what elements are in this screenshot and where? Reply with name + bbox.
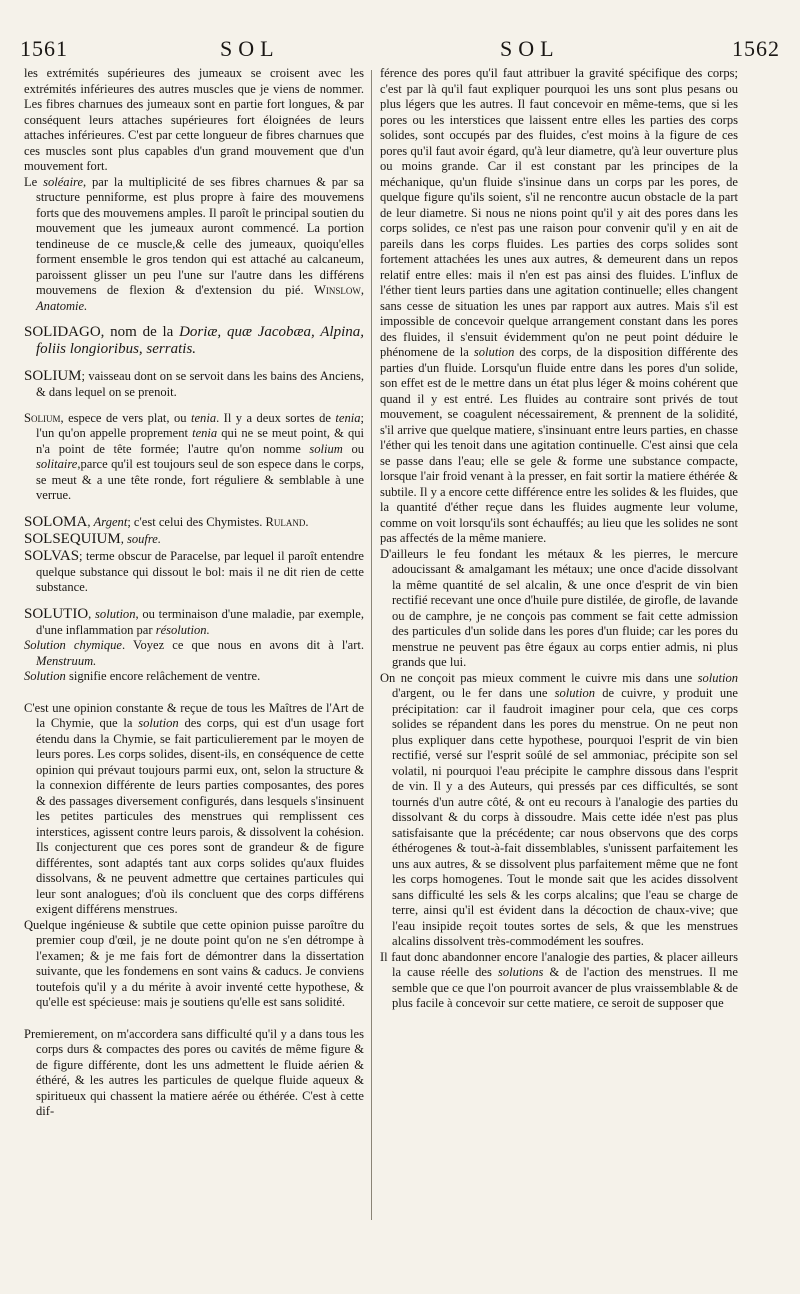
entry-solvas: SOLVAS; terme obscur de Paracelse, par lequel il paroît entendre quelque substance qui dissout le bol: mais il ne dit rien de cette substance. — [24, 547, 364, 594]
paragraph-difference: férence des pores qu'il faut attribuer la gravité spécifique des corps; c'est par là qu'il faut expliquer pourquoi les uns sont plus pesans ou plus légers que les autres. Il faut concevoir en même-tems, que si les pores ou les interstices que laissent entre elles les parties des corps solides, sont occupés par des fluides, c'est moins à la figure de ces pores qu'il faut avoir égard, qu'à leur diametre, qu'à leur ouverture plus ou moins grande. Car il est constant par les principes de la méchanique, qu'un fluide s'insinue dans un corps par les pores, de quelque figure qu'ils soient, s'il ne rencontre aucun obstacle de la part de leur diametre. Si nous ne nions point qu'il y ait des pores dans les corps solides, ce n'est pas une raison pour convenir qu'il y en ait de pareils dans les corps fluides. Les parties des corps solides sont fortement attachées les unes aux autres, & demeurent dans un repos relatif entre elles: mais il n'en est pas ainsi des fluides. L'influx de l'éther tient leurs parties dans une agitation continuelle; elles changent sans cesse de situation les unes par rapport aux autres. Mais s'il est impossible de concevoir quelque arrangement constant dans les pores des fluides, il s'ensuit évidemment qu'on ne peut point déduire le phénomene de la solution des corps, de la disposition différente des parties d'un fluide. Lorsqu'un fluide entre dans les pores d'un solide, son effet est de le mettre dans un état plus léger & moins cohérent que quand il y est entré. Les fluides au contraire sont privés de tout mouvement, se coagulent nécessairement, & prennent de la solidité, s'il arrive que quelque matiere, s'insinuant entre leurs parties, en chasse l'éther qui les tenoit dans une agitation continuelle. C'est ainsi que cela se passe dans l'eau; elle se gele & forme une substance compacte, lorsque l'air froid venant à la presser, en fait sortir la matiere éthérée & subtile. Il y a encore cette différence entre les solides & les fluides, que la quantité d'éther reçue dans les fluides augmente leur volume, comme on voit lorsqu'ils sont échauffés; au lieu que les solides ne sont pas affectés de la même maniere. — [380, 66, 739, 545]
paragraph-quelque: Quelque ingénieuse & subtile que cette opinion puisse paroître du premier coup d'œil, je ne doute point qu'on ne s'en détrompe à l'examen; & je me fais fort de démontrer dans la dissertation suivante, que les fondemens en sont vains & caducs. Je conviens toutefois qu'il y a du mérite à avoir inventé cette hypothese, & qu'elle est spécieuse: mais je soutiens qu'elle est sans solidité. — [24, 917, 364, 1009]
paragraph-dailleurs: D'ailleurs le feu fondant les métaux & les pierres, le mercure adoucissant & amalgamant les métaux; une once d'acide dissolvant la même quantité de sel alcalin, & une once d'esprit de vin bien rectifié recevant une once d'huile pure distilée, de girofle, de lavande ou de camphre, je ne conçois pas comment se fait cette admission des particules d'un solide dans les pores d'un fluide; car les pores du menstrue ne peuvent pas être égaux au corps entier admis, ni plus grands que lui. — [380, 546, 738, 669]
paragraph-jumeaux: les extrémités supérieures des jumeaux se croisent avec les extrémités inférieures des autres muscles que je viens de nommer. Les fibres charnues des jumeaux sont en partie fort longues, & par conséquent leurs attaches supérieures fort éloignées de leurs attaches inférieures. C'est par cette longueur de fibres charnues que ces muscles sont plus capables d'un grand mouvement que d'un mouvement fort. — [24, 66, 364, 173]
entry-solutio: SOLUTIO, solution, ou terminaison d'une maladie, par exemple, d'une inflammation par résolution. — [24, 605, 364, 637]
entry-solution-relachement: Solution signifie encore relâchement de ventre. — [24, 669, 261, 683]
entry-soloma: SOLOMA, Argent; c'est celui des Chymistes. Ruland. — [24, 513, 309, 530]
running-head-left: SOL — [220, 36, 280, 61]
page-number-left: 1561 — [20, 36, 68, 61]
entry-solium-tenia: Solium, espece de vers plat, ou tenia. Il y a deux sortes de tenia; l'un qu'on appelle proprement tenia qui ne se meut point, & qui n'a point de tête formée; l'autre qu'on nomme solium ou solitaire,parce qu'il est toujours seul de son espece dans le corps, se meut & a une tête ronde, fort réguliere & semblable à une verrue. — [24, 410, 364, 502]
paragraph-premierement: Premierement, on m'accordera sans difficulté qu'il y a dans tous les corps durs & compactes des pores ou cavités de même figure & de figure différente, dont les uns admettent le fluide aérien & éthéré, & les autres les particules de quelque fluide aqueux & spiritueux qui chassent la matiere aérée ou éthérée. C'est à cette dif- — [24, 1026, 364, 1118]
paragraph-cuivre: On ne conçoit pas mieux comment le cuivre mis dans une solution d'argent, ou le fer dans une solution de cuivre, y produit une précipitation: car il faudroit imaginer pour cela, que ces corps solides se répandent dans les pores du menstrue. On ne peut non plus expliquer dans cette hypothese, pourquoi l'esprit de vin bien rectifié, versé sur l'esprit soûlé de sel ammoniac, précipite son sel volatil, ni pourquoi l'eau précipite le camphre dissous dans l'esprit de vin. Il y a des Auteurs, qui pressés par ces difficultés, se sont tournés d'un autre côté, & ont eu recours à l'analogie des parties du dissolvant & du corps à dissoudre. Mais cette idée n'est pas plus satisfaisante que la précédente; car nous observons que des corps éthérogenes & tout-à-fait dissemblables, s'unissent parfaitement les uns aux autres, & se dissolvent plus parfaitement même que ne font les corps homogenes. Tout le monde sait que les acides dissolvent sans difficulté les sels & les corps alcalins; que l'eau se charge de terre, ainsi qu'il est évident dans la décoction de chaux-vive; que l'eau insipide reçoit toutes sortes de sels, & que les menstrues alcalins dissolvent très-commodément les soufres. — [380, 670, 738, 948]
paragraph-opinion: C'est une opinion constante & reçue de tous les Maîtres de l'Art de la Chymie, que la solution des corps, qui est d'un usage fort étendu dans la Chymie, se fait particulierement par le moyen de leurs pores. Les corps solides, disent-ils, en conséquence de cette opinion qui prévaut toujours parmi eux, ont, selon la structure & la connexion différente de leurs parties composantes, des pores & des passages diversement configurés, dans lesquels s'insinuent les petites particules des menstrues qui remplissent ces interstices, agissent contre leurs parois, & dissolvent la cohésion. Ils conjecturent que ces pores sont de grandeur & de figure différentes, sont adaptés tant aux corps solides qu'aux fluides dissolvans, & ne peuvent admettre que certaines particules qui leur sont analogues; d'où ils concluent que des corps différens exigent différens menstrues. — [24, 700, 365, 916]
column-divider — [371, 70, 372, 1220]
entry-soleaire: Le soléaire, par la multiplicité de ses fibres charnues & par sa structure penniforme, est plus propre à faire des mouvemens forts que des mouvemens amples. Il paroît le principal soutien du mouvement que les jumeaux auront commencé. La portion tendineuse de ce muscle,& celle des jumeaux, quoiqu'elles forment ensemble le gros tendon qui est attaché au calcaneum, paroissent glisser un peu l'une sur l'autre dans les différens mouvemens de flexion & d'extension du pié. Winslow, Anatomie. — [24, 174, 364, 313]
left-column — [24, 66, 364, 1120]
entry-solsequium: SOLSEQUIUM, soufre. — [24, 530, 161, 547]
entry-solution-chymique: Solution chymique. Voyez ce que nous en avons dit à l'art. Menstruum. — [24, 638, 364, 668]
paragraph-abandonner: Il faut donc abandonner encore l'analogie des parties, & placer ailleurs la cause réelle des solutions & de l'action des menstrues. Il me semble que ce que l'on pourroit avancer de plus vraissemblable & de plus facile à concevoir sur cette matiere, ce seroit de supposer que — [380, 949, 738, 1010]
running-head-right: SOL — [500, 36, 560, 61]
page-number-right: 1562 — [732, 36, 780, 61]
page-header — [20, 36, 780, 66]
entry-solium: SOLIUM; vaisseau dont on se servoit dans les bains des Anciens, & dans lequel on se prenoit. — [24, 368, 364, 399]
right-column — [380, 66, 738, 1012]
entry-solidago: SOLIDAGO, nom de la Doriæ, quæ Jacobæa, Alpina, foliis longioribus, serratis. — [24, 324, 364, 357]
